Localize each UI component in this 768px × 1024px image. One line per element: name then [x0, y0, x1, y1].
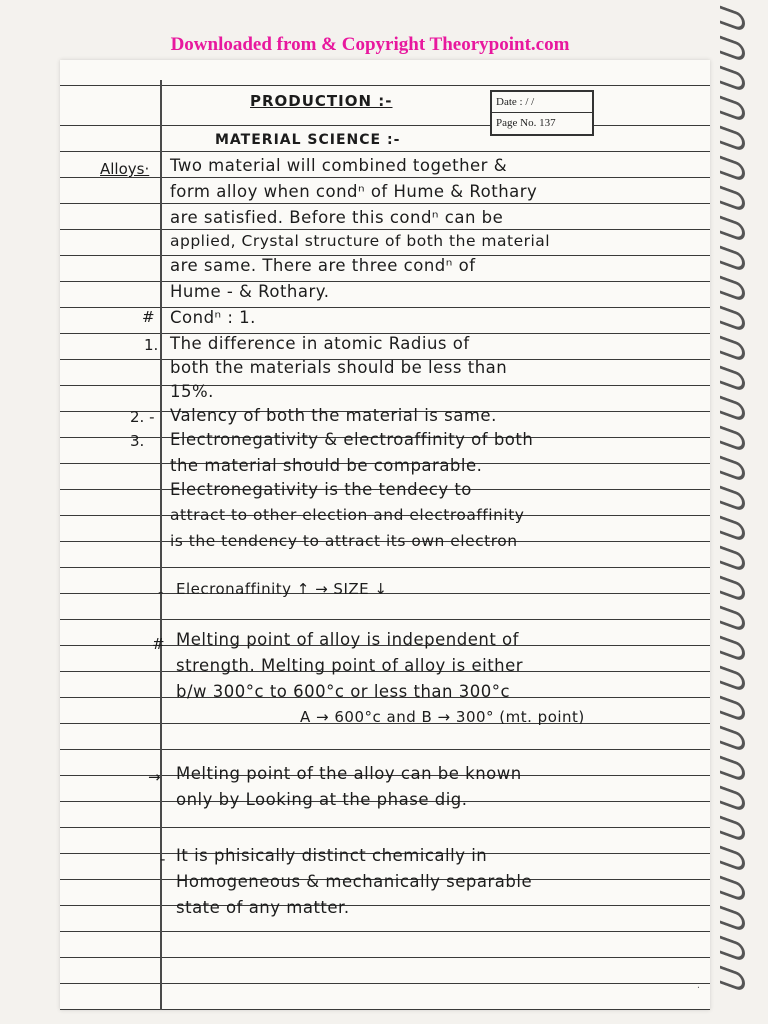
date-box [490, 90, 594, 136]
note-line: the material should be comparable. [170, 456, 483, 475]
note-line: Homogeneous & mechanically separable [176, 872, 533, 891]
note-line: Two material will combined together & [170, 156, 508, 175]
note-line: are same. There are three condⁿ of [170, 256, 476, 275]
footer-mark: · [696, 983, 700, 994]
copyright-banner: Downloaded from & Copyright Theorypoint.com [170, 34, 570, 55]
margin-label-dash-2: - [160, 850, 166, 868]
note-line: b/w 300°c to 600°c or less than 300°c [176, 682, 511, 701]
note-line: both the materials should be less than [170, 358, 508, 377]
note-line: Valency of both the material is same. [170, 406, 497, 425]
margin-label-alloys: Alloys· [100, 160, 150, 178]
margin-line [160, 80, 162, 1010]
margin-label-2: 2. - [130, 408, 155, 426]
date-label: Date : / / [496, 96, 535, 108]
notebook-page [60, 60, 710, 1010]
note-line: 15%. [170, 382, 214, 401]
spiral-binding [720, 0, 748, 1024]
note-line: only by Looking at the phase dig. [176, 790, 468, 809]
margin-label-dash: - [158, 583, 164, 601]
note-line: The difference in atomic Radius of [170, 334, 470, 353]
page-title: PRODUCTION :- [250, 92, 393, 110]
note-line: attract to other election and electroaffinity [170, 506, 525, 524]
margin-label-hash: # [152, 635, 165, 653]
note-line: Melting point of alloy is independent of [176, 630, 519, 649]
note-line: Electronegativity is the tendecy to [170, 480, 472, 499]
note-line: form alloy when condⁿ of Hume & Rothary [170, 182, 538, 201]
section-subtitle: MATERIAL SCIENCE :- [215, 132, 401, 148]
margin-label-arrow: → [148, 768, 161, 786]
margin-label-3: 3. [130, 432, 145, 450]
note-line: Melting point of the alloy can be known [176, 764, 522, 783]
note-line: Hume - & Rothary. [170, 282, 330, 301]
note-line: applied, Crystal structure of both the material [170, 232, 551, 250]
margin-label-1: 1. [144, 336, 159, 354]
note-line: A → 600°c and B → 300° (mt. point) [300, 708, 585, 726]
note-line: strength. Melting point of alloy is either [176, 656, 524, 675]
note-line: is the tendency to attract its own electron [170, 532, 518, 550]
note-line: are satisfied. Before this condⁿ can be [170, 208, 504, 227]
note-line: Elecronaffinity ↑ → SIZE ↓ [176, 580, 388, 598]
note-line: state of any matter. [176, 898, 350, 917]
margin-label-cond-hash: # [142, 308, 155, 326]
note-line: Electronegativity & electroaffinity of both [170, 430, 534, 449]
page-number-label: Page No. 137 [492, 112, 592, 133]
note-line: It is phisically distinct chemically in [176, 846, 488, 865]
note-line: Condⁿ : 1. [170, 308, 256, 327]
